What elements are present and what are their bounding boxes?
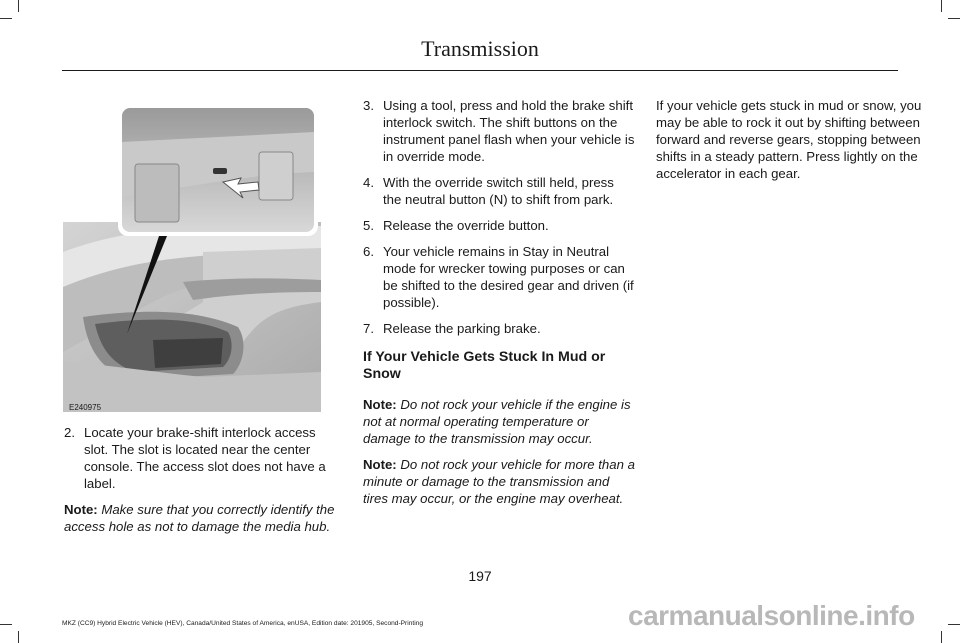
header-rule xyxy=(62,70,898,71)
note xyxy=(363,396,635,447)
step-item xyxy=(64,424,336,492)
console-drawing xyxy=(63,102,321,414)
step-list xyxy=(363,97,635,337)
step-text: Using a tool, press and hold the brake shift interlock switch. The shift buttons on the instrument panel flash when your vehicle is in override mode. xyxy=(383,98,635,164)
step-list xyxy=(64,424,336,492)
crop-mark xyxy=(948,624,960,625)
step-item xyxy=(363,217,635,234)
step-item xyxy=(363,97,635,165)
step-item xyxy=(363,243,635,311)
note-text: Make sure that you correctly identify the access hole as not to damage the media hub. xyxy=(64,502,335,534)
crop-mark xyxy=(18,0,19,12)
interlock-slot-illustration xyxy=(63,102,321,414)
crop-mark xyxy=(18,631,19,643)
note-text: Do not rock your vehicle for more than a minute or damage to the transmission and tires may occur, or the engine may overheat. xyxy=(363,457,635,506)
note-label: Note: xyxy=(363,457,397,472)
step-text: Your vehicle remains in Stay in Neutral mode for wrecker towing purposes or can be shifted to the desired gear and driven (if possible). xyxy=(383,244,634,310)
column-2 xyxy=(363,97,635,516)
step-number: 7. xyxy=(363,321,374,336)
step-text: Release the override button. xyxy=(383,218,549,233)
step-text: Release the parking brake. xyxy=(383,321,541,336)
step-number: 2. xyxy=(64,425,75,440)
section-heading: If Your Vehicle Gets Stuck In Mud or Snow xyxy=(363,349,606,382)
step-item xyxy=(363,320,635,337)
body-paragraph: If your vehicle gets stuck in mud or snow, you may be able to rock it out by shifting between forward and reverse gears, stopping between shifts in a steady pattern. Press lightly on the accelerator in each gear. xyxy=(656,98,922,181)
figure-code: E240975 xyxy=(69,403,102,412)
column-3 xyxy=(656,97,928,191)
note xyxy=(64,501,336,535)
crop-mark xyxy=(941,631,942,643)
step-text: With the override switch still held, press the neutral button (N) to shift from park. xyxy=(383,175,614,207)
step-number: 4. xyxy=(363,175,374,190)
note-label: Note: xyxy=(64,502,98,517)
watermark: carmanualsonline.info xyxy=(628,600,915,631)
crop-mark xyxy=(948,18,960,19)
crop-mark xyxy=(0,624,12,625)
step-item xyxy=(363,174,635,208)
step-number: 5. xyxy=(363,218,374,233)
step-number: 6. xyxy=(363,244,374,259)
note xyxy=(363,456,635,507)
footer-edition-text: MKZ (CC9) Hybrid Electric Vehicle (HEV), Canada/United States of America, enUSA, Edition date: 201905, Second-Printing xyxy=(62,620,423,627)
column-1 xyxy=(64,424,336,544)
note-text: Do not rock your vehicle if the engine is not at normal operating temperature or damage to the transmission may occur. xyxy=(363,397,631,446)
crop-mark xyxy=(941,0,942,12)
step-text: Locate your brake-shift interlock access slot. The slot is located near the center console. The access slot does not have a label. xyxy=(84,425,326,491)
note-label: Note: xyxy=(363,397,397,412)
step-number: 3. xyxy=(363,98,374,113)
crop-mark xyxy=(0,18,12,19)
page-number: 197 xyxy=(468,568,492,584)
page-title: Transmission xyxy=(421,36,539,61)
